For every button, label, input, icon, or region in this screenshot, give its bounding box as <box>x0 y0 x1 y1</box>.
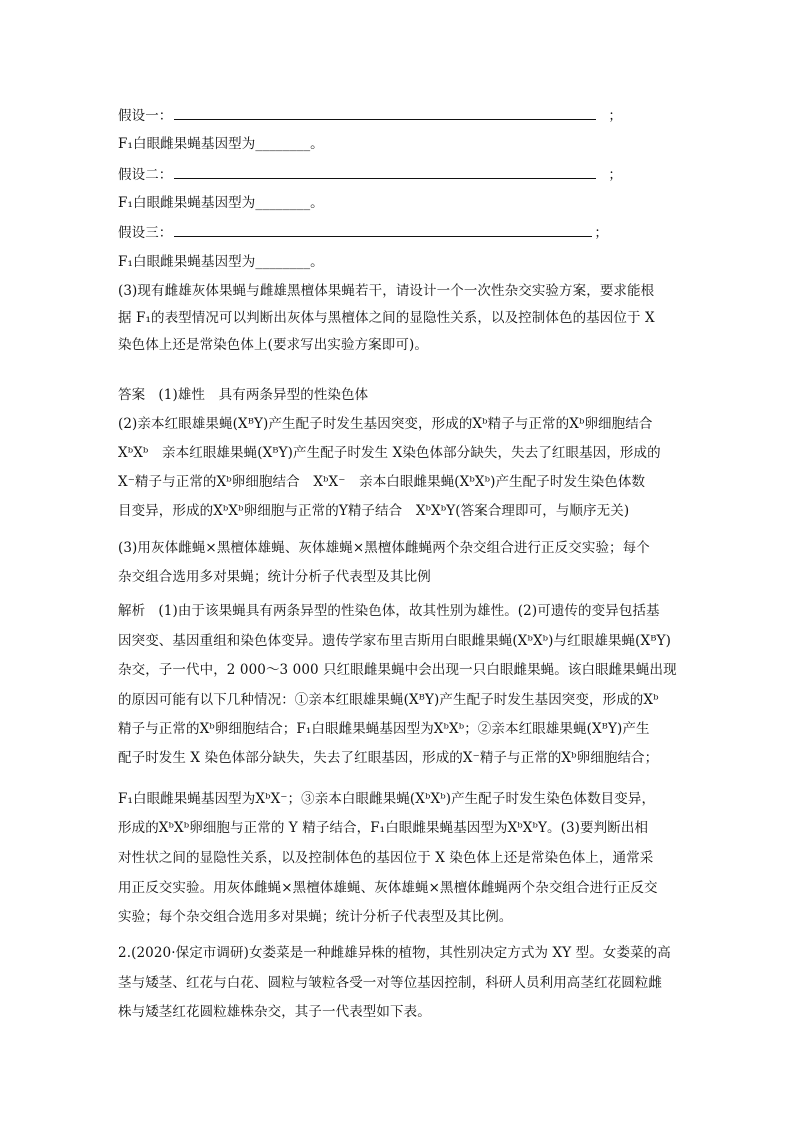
answer-line-4: X⁻精子与正常的Xᵇ卵细胞结合 XᵇX⁻ 亲本白眼雌果蝇(XᵇXᵇ)产生配子时发生染色体数 <box>118 474 646 490</box>
analysis-line-8: 形成的XᵇXᵇ卵细胞与正常的 Y 精子结合，F₁白眼雌果蝇基因型为XᵇXᵇY。(3)要判断出相 <box>118 820 649 836</box>
analysis-text-1: (1)由于该果蝇具有两条异型的性染色体，故其性别为雄性。(2)可遗传的变异包括基 <box>158 603 660 619</box>
question3-line-1: (3)现有雌雄灰体果蝇与雌雄黑檀体果蝇若干，请设计一个一次性杂交实验方案，要求能根 <box>118 283 655 299</box>
hypothesis-3-result: F₁白眼雌果蝇基因型为________。 <box>118 254 324 270</box>
hypothesis-3-blank[interactable] <box>174 222 592 237</box>
question2-line-1: 2.(2020·保定市调研)女娄菜是一种雌雄异株的植物，其性别决定方式为 XY 型。女娄菜的高 <box>118 945 671 961</box>
analysis-label: 解析 <box>118 603 146 619</box>
hypothesis-2-end: ； <box>608 167 623 183</box>
analysis-line-11: 实验；每个杂交组合选用多对果蝇；统计分析子代表型及其比例。 <box>118 909 513 925</box>
analysis-line-10: 用正反交实验。用灰体雌蝇×黑檀体雄蝇、灰体雄蝇×黑檀体雌蝇两个杂交组合进行正反交 <box>118 880 658 896</box>
analysis-line-1 <box>118 601 660 621</box>
hypothesis-3-label: 假设三： <box>118 225 173 241</box>
answer-line-6: (3)用灰体雌蝇×黑檀体雄蝇、灰体雄蝇×黑檀体雌蝇两个杂交组合进行正反交实验；每个 <box>118 540 650 556</box>
analysis-line-7: F₁白眼雌果蝇基因型为XᵇX⁻；③亲本白眼雌果蝇(XᵇXᵇ)产生配子时发生染色体数目变异， <box>118 791 656 807</box>
hypothesis-1-label: 假设一： <box>118 108 173 124</box>
answer-line-7: 杂交组合选用多对果蝇；统计分析子代表型及其比例 <box>118 569 431 585</box>
answer-label: 答案 <box>118 387 146 403</box>
hypothesis-1-line <box>118 105 622 126</box>
answer-line-1 <box>118 385 368 405</box>
answer-line-2: (2)亲本红眼雄果蝇(XᴮY)产生配子时发生基因突变，形成的Xᵇ精子与正常的Xᵇ卵细胞结合 <box>118 416 653 432</box>
analysis-line-5: 精子与正常的Xᵇ卵细胞结合；F₁白眼雌果蝇基因型为XᵇXᵇ；②亲本红眼雄果蝇(XᴮY)产生 <box>118 721 650 737</box>
hypothesis-2-result: F₁白眼雌果蝇基因型为________。 <box>118 195 324 211</box>
hypothesis-1-blank[interactable] <box>174 105 596 120</box>
analysis-line-6: 配子时发生 X 染色体部分缺失，失去了红眼基因，形成的X⁻精子与正常的Xᵇ卵细胞结合； <box>118 750 659 766</box>
hypothesis-3-line <box>118 222 608 243</box>
hypothesis-1-result: F₁白眼雌果蝇基因型为________。 <box>118 136 324 152</box>
question3-line-2: 据 F₁的表型情况可以判断出灰体与黑檀体之间的显隐性关系，以及控制体色的基因位于 X <box>118 310 655 326</box>
hypothesis-2-label: 假设二： <box>118 167 173 183</box>
question3-line-3: 染色体上还是常染色体上(要求写出实验方案即可)。 <box>118 337 428 353</box>
hypothesis-1-end: ； <box>608 108 623 124</box>
analysis-line-3: 杂交，子一代中，2 000～3 000 只红眼雌果蝇中会出现一只白眼雌果蝇。该白眼雌果蝇出现 <box>118 662 677 678</box>
question2-line-3: 株与矮茎红花圆粒雄株杂交，其子一代表型如下表。 <box>118 1004 431 1020</box>
hypothesis-2-line <box>118 164 622 185</box>
hypothesis-2-blank[interactable] <box>174 164 596 179</box>
answer-text-1: (1)雄性 具有两条异型的性染色体 <box>158 387 369 403</box>
analysis-line-2: 因突变、基因重组和染色体变异。遗传学家布里吉斯用白眼雌果蝇(XᵇXᵇ)与红眼雄果蝇(XᴮY) <box>118 633 671 649</box>
analysis-line-9: 对性状之间的显隐性关系，以及控制体色的基因位于 X 染色体上还是常染色体上，通常采 <box>118 850 654 866</box>
question2-line-2: 茎与矮茎、红花与白花、圆粒与皱粒各受一对等位基因控制，科研人员利用高茎红花圆粒雌 <box>118 975 662 991</box>
answer-line-5: 目变异，形成的XᵇXᵇ卵细胞与正常的Y精子结合 XᵇXᵇY(答案合理即可，与顺序无关) <box>118 503 630 519</box>
answer-line-3: XᵇXᵇ 亲本红眼雄果蝇(XᴮY)产生配子时发生 X染色体部分缺失，失去了红眼基因，形成的 <box>118 445 661 461</box>
hypothesis-3-end: ； <box>594 225 609 241</box>
analysis-line-4: 的原因可能有以下几种情况：①亲本红眼雄果蝇(XᴮY)产生配子时发生基因突变，形成的Xᵇ <box>118 692 659 708</box>
